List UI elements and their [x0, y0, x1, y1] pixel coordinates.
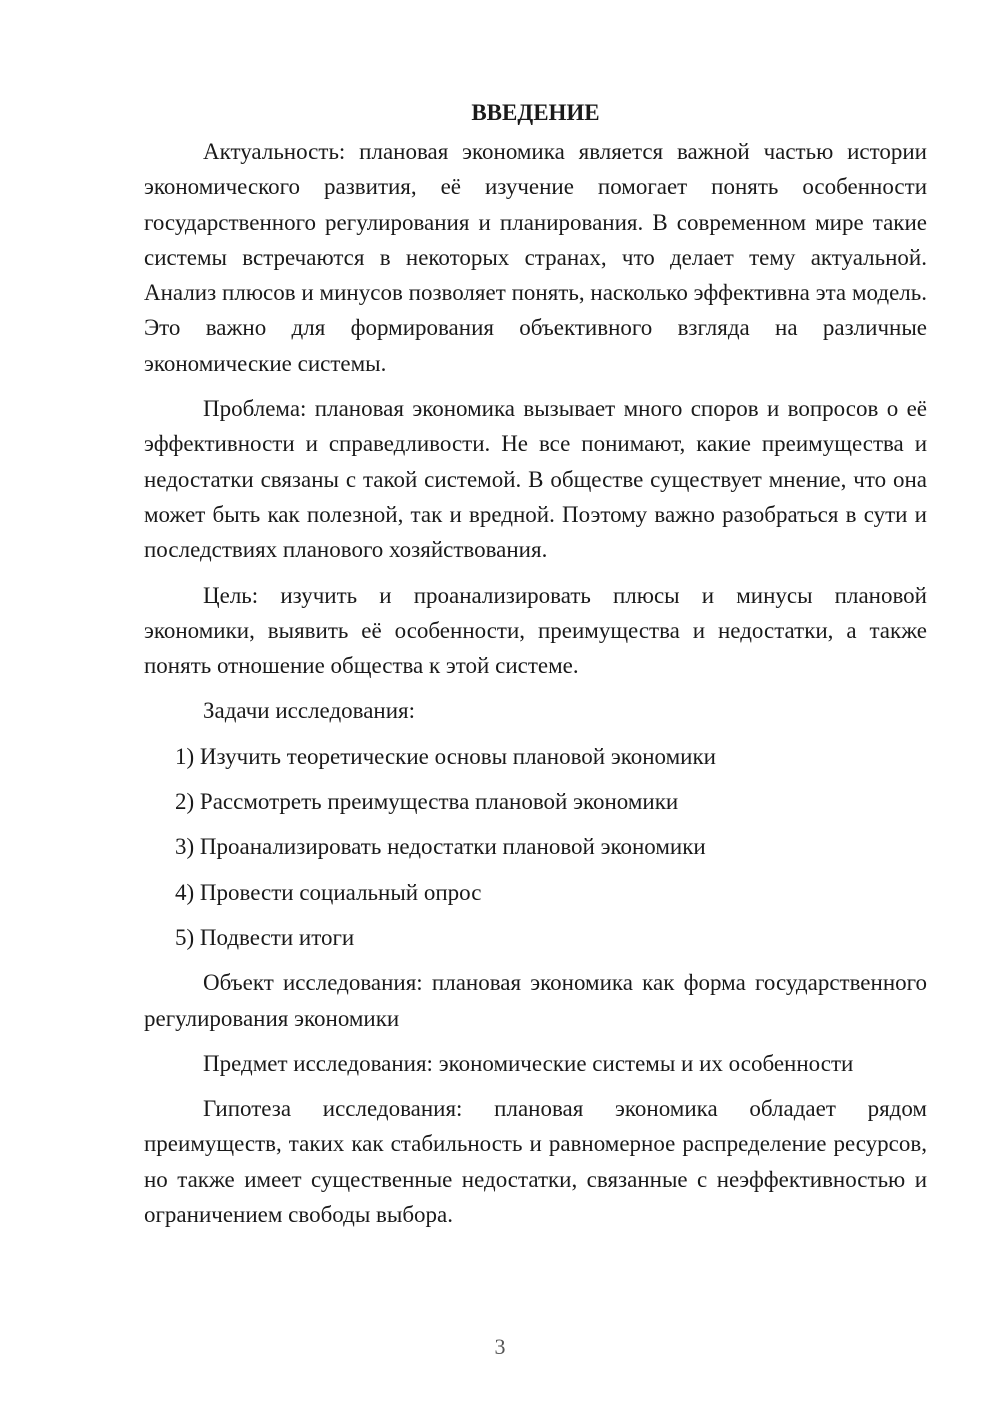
paragraph-actuality: Актуальность: плановая экономика является важной частью истории экономического развития, её изучение помогает понять особенности государственного регулирования и планирования. В современном мире такие системы встречаются в некоторых странах, что делает тему актуальной. Анализ плюсов и минусов позволяет понять, насколько эффективна эта модель. Это важно для формирования объективного взгляда на различные экономические системы. [144, 139, 927, 376]
paragraph-problem: Проблема: плановая экономика вызывает много споров и вопросов о её эффективности и справедливости. Не все понимают, какие преимущества и недостатки связаны с такой системой. В обществе существует мнение, что она может быть как полезной, так и вредной. Поэтому важно разобраться в сути и последствиях планового хозяйствования. [144, 396, 927, 563]
list-item: 3) Проанализировать недостатки плановой экономики [175, 834, 706, 860]
section-title: ВВЕДЕНИЕ [471, 100, 600, 125]
paragraph-subject: Предмет исследования: экономические системы и их особенности [203, 1050, 854, 1076]
paragraph-goal: Цель: изучить и проанализировать плюсы и минусы плановой экономики, выявить её особенности, преимущества и недостатки, а также понять отношение общества к этой системе. [144, 582, 927, 679]
list-item: 5) Подвести итоги [175, 924, 355, 950]
list-item: 2) Рассмотреть преимущества плановой экономики [175, 789, 679, 815]
tasks-list [144, 739, 927, 955]
list-item: 4) Провести социальный опрос [175, 879, 482, 905]
paragraph-object: Объект исследования: плановая экономика как форма государственного регулирования экономики [144, 970, 927, 1031]
tasks-heading: Задачи исследования: [203, 698, 416, 724]
list-item: 1) Изучить теоретические основы плановой экономики [175, 743, 716, 769]
page-content [144, 95, 927, 1242]
page-number: 3 [494, 1334, 506, 1359]
paragraph-hypothesis: Гипотеза исследования: плановая экономика обладает рядом преимуществ, таких как стабильность и равномерное распределение ресурсов, но также имеет существенные недостатки, связанные с неэффективностью и ограничением свободы выбора. [144, 1096, 927, 1228]
